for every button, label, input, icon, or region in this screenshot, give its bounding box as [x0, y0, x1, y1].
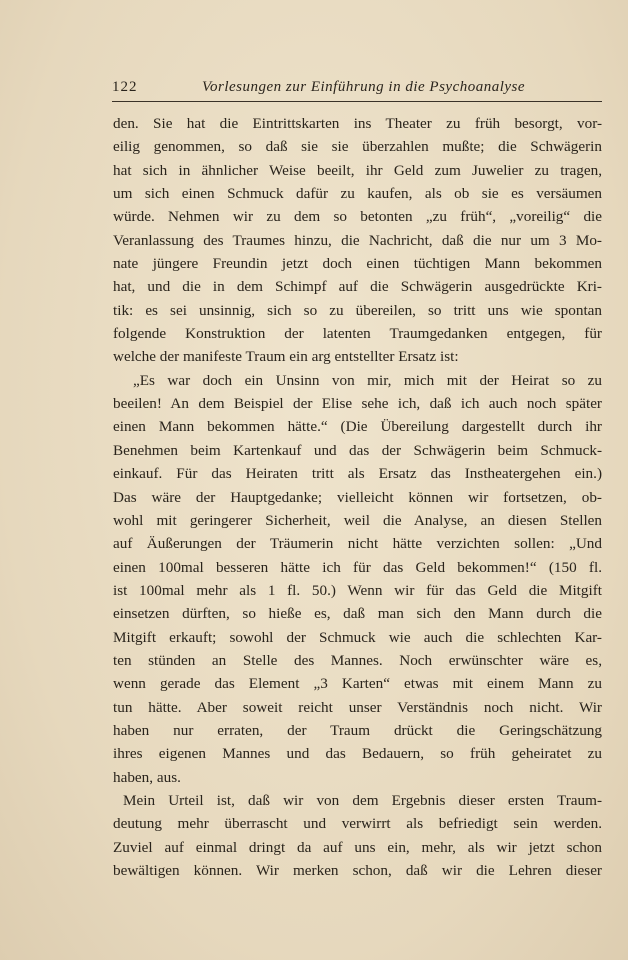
page-number: 122 [112, 79, 138, 95]
text-line: ten stünden an Stelle des Mannes. Noch erwünschter wäre es, [113, 651, 602, 669]
text-line: tik: es sei unsinnig, sich so zu übereilen, so tritt uns wie spontan [113, 301, 602, 319]
text-line: welche der manifeste Traum ein arg entstellter Ersatz ist: [113, 348, 459, 366]
text-line: eilig genommen, so daß sie sie überzahlen mußte; die Schwägerin [113, 138, 602, 156]
text-line: auf Äußerungen der Träumerin nicht hätte verzichten sollen: „Und [113, 535, 602, 553]
text-line: einen 100mal besseren hätte ich für das Geld bekommen!“ (150 fl. [113, 558, 602, 576]
body-text [113, 112, 602, 882]
text-line: folgende Konstruktion der latenten Traumgedanken entgegen, für [113, 325, 602, 343]
text-line: „Es war doch ein Unsinn von mir, mich mit der Heirat so zu [133, 371, 602, 389]
text-line: um sich einen Schmuck dafür zu kaufen, als ob sie es versäumen [113, 185, 602, 203]
text-line: haben nur erraten, der Traum drückt die Geringschätzung [113, 721, 602, 739]
text-line: tun hätte. Aber soweit reicht unser Verständnis noch nicht. Wir [113, 698, 602, 716]
text-line: nate jüngere Freundin jetzt doch einen tüchtigen Mann bekommen [113, 255, 602, 273]
running-header [112, 78, 602, 102]
text-line: Zuviel auf einmal dringt da auf uns ein, mehr, als wir jetzt schon [113, 838, 602, 856]
text-line: wohl mit geringerer Sicherheit, weil die Analyse, an diesen Stellen [113, 511, 602, 529]
text-line: wenn gerade das Element „3 Karten“ etwas mit einem Mann zu [113, 675, 602, 693]
text-line: Mitgift erkauft; sowohl der Schmuck wie auch die schlechten Kar- [113, 628, 602, 646]
text-line: einen Mann bekommen hätte.“ (Die Übereilung dargestellt durch ihr [113, 418, 602, 436]
text-line: hat, und die in dem Schimpf auf die Schwägerin ausgedrückte Kri- [113, 278, 602, 296]
text-line: hat sich in ähnlicher Weise beeilt, ihr Geld zum Juwelier zu tragen, [113, 161, 602, 179]
running-title: Vorlesungen zur Einführung in die Psychoanalyse [202, 79, 526, 95]
text-line: deutung mehr überrascht und verwirrt als befriedigt sein werden. [113, 815, 602, 833]
text-line: ist 100mal mehr als 1 fl. 50.) Wenn wir für das Geld die Mitgift [113, 581, 602, 599]
text-line: beeilen! An dem Beispiel der Elise sehe ich, daß ich auch noch später [113, 395, 602, 413]
text-line: den. Sie hat die Eintrittskarten ins Theater zu früh besorgt, vor- [113, 115, 602, 132]
text-line: haben, aus. [113, 768, 181, 786]
text-line: würde. Nehmen wir zu dem so betonten „zu früh“, „voreilig“ die [113, 208, 602, 226]
text-line: Mein Urteil ist, daß wir von dem Ergebnis dieser ersten Traum- [123, 791, 602, 809]
text-line: einsetzen dürften, so hieße es, daß man sich den Mann durch die [113, 605, 602, 623]
text-line: Veranlassung des Traumes hinzu, die Nachricht, daß die nur um 3 Mo- [113, 231, 602, 249]
text-line: Das wäre der Hauptgedanke; vielleicht können wir fortsetzen, ob- [113, 488, 602, 506]
text-line: ihres eigenen Mannes und das Bedauern, so früh geheiratet zu [113, 745, 602, 763]
text-line: Benehmen beim Kartenkauf und das der Schwägerin beim Schmuck- [113, 441, 602, 459]
text-line: bewältigen können. Wir merken schon, daß wir die Lehren dieser [113, 862, 602, 879]
text-line: einkauf. Für das Heiraten tritt als Ersatz das Instheatergehen ein.) [113, 465, 602, 483]
